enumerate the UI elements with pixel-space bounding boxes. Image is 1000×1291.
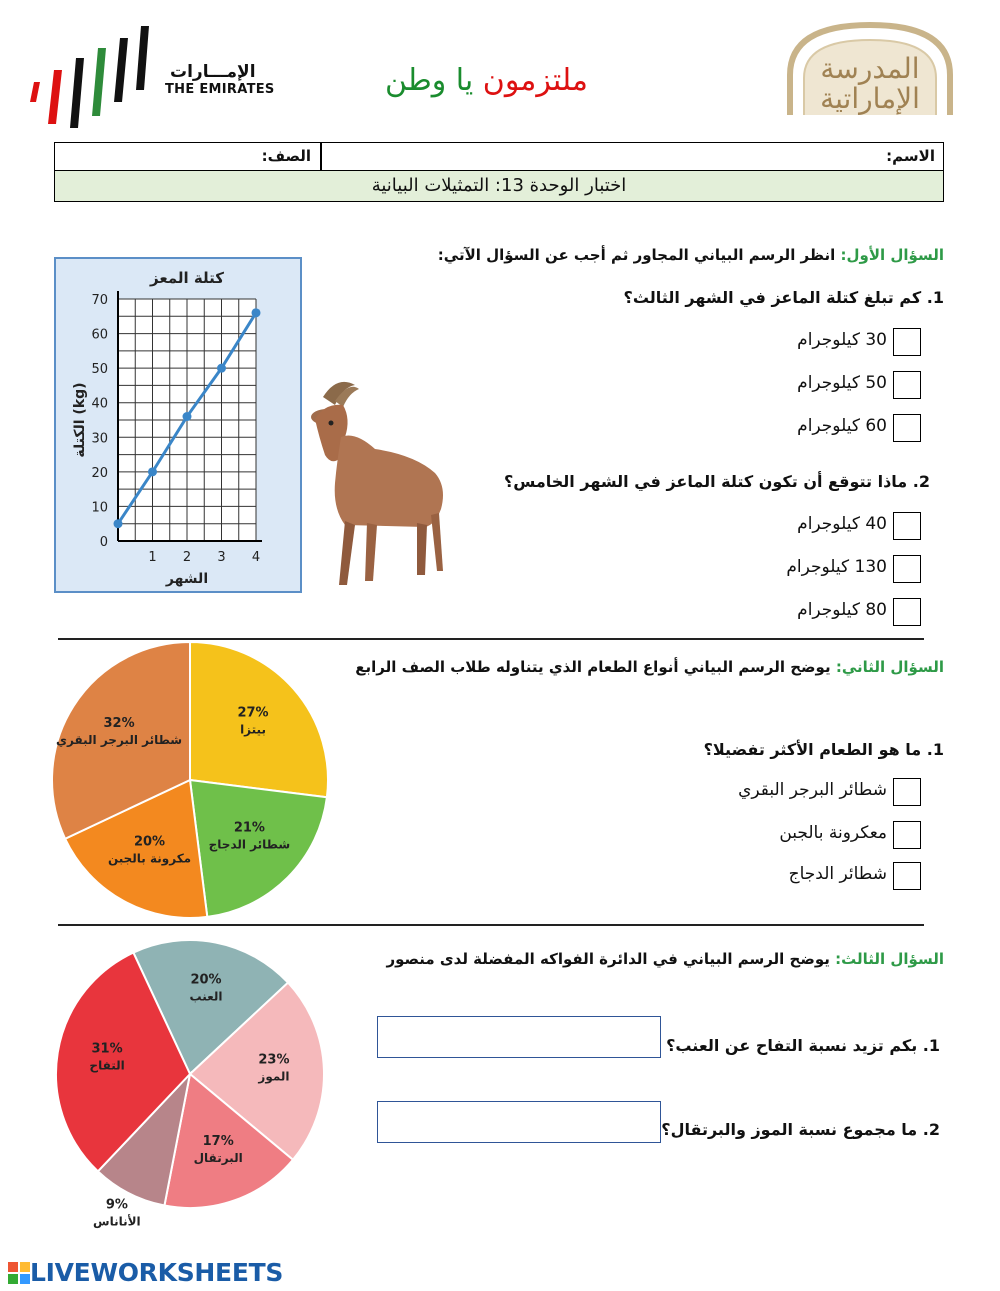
data-point: [114, 519, 123, 528]
q3-sub1-answer-input[interactable]: [377, 1016, 661, 1058]
x-tick-label: 1: [148, 550, 157, 565]
q1-sub1-option2: 50 كيلوجرام: [797, 373, 887, 393]
x-tick-label: 4: [251, 550, 261, 565]
section-divider: [58, 924, 924, 926]
q2-label: السؤال الثاني:: [835, 658, 944, 676]
data-point: [148, 467, 157, 476]
slice-percent-label: 31%: [91, 1041, 123, 1057]
chart-title: كتلة المعز: [150, 269, 224, 287]
data-point: [183, 412, 192, 421]
fruit-pie-chart: [48, 938, 332, 1248]
uae-logo-stripes: [26, 20, 156, 130]
goat-mass-line-chart: [56, 259, 300, 591]
slice-name-label: شطائر الدجاج: [208, 837, 291, 852]
q2-sub1-option2: معكرونة بالجبن: [779, 823, 887, 843]
q1-sub1-option2-checkbox[interactable]: [893, 371, 921, 399]
grade-label: الصف:: [261, 147, 311, 165]
data-point: [252, 308, 261, 317]
info-divider: [320, 143, 322, 171]
liveworksheets-icon: [8, 1262, 30, 1284]
q1-sub2-option2: 130 كيلوجرام: [786, 557, 887, 577]
q1-sub2-option1-checkbox[interactable]: [893, 512, 921, 540]
x-tick-label: 2: [182, 550, 192, 565]
y-tick-label: 20: [91, 465, 108, 481]
y-tick-label: 50: [91, 362, 108, 378]
q1-sub1-option1: 30 كيلوجرام: [797, 330, 887, 350]
slice-name-label: العنب: [189, 989, 223, 1004]
q3-sub1: 1. بكم تزيد نسبة التفاح عن العنب؟: [666, 1036, 940, 1055]
school-logo-line1: المدرسة: [820, 52, 920, 85]
name-label: الاسم:: [886, 147, 935, 165]
y-tick-label: 40: [91, 396, 108, 412]
q1-sub2: 2. ماذا تتوقع أن تكون كتلة الماعز في الشهر الخامس؟: [503, 472, 930, 491]
school-logo: [770, 20, 970, 120]
y-tick-label: 10: [91, 500, 108, 516]
q2-sub1-option1-checkbox[interactable]: [893, 778, 921, 806]
y-axis-label: الكتلة (kg): [72, 382, 88, 458]
motto-part1: ملتزمون: [482, 63, 588, 98]
q1-sub2-option1: 40 كيلوجرام: [797, 514, 887, 534]
slice-percent-label: 21%: [233, 820, 265, 836]
q1-sub2-option3-checkbox[interactable]: [893, 598, 921, 626]
liveworksheets-brand: LIVEWORKSHEETS: [30, 1258, 284, 1287]
q1-sub2-option3: 80 كيلوجرام: [797, 600, 887, 620]
slice-name-label: التفاح: [89, 1058, 125, 1073]
slice-name-label: البرتقال: [193, 1151, 243, 1166]
y-tick-label: 70: [91, 293, 108, 308]
slice-name-label: الأناناس: [93, 1214, 141, 1229]
y-tick-label: 60: [91, 327, 108, 343]
food-pie-chart: [48, 640, 332, 920]
slice-name-label: بيتزا: [240, 722, 266, 737]
slice-name-label: مكرونة بالجبن: [107, 851, 192, 866]
q3-sub2: 2. ما مجموع نسبة الموز والبرتقال؟: [661, 1120, 940, 1139]
test-title: اختبار الوحدة 13: التمثيلات البيانية: [55, 171, 943, 201]
goat-illustration: [285, 375, 455, 593]
q1-sub1-option3-checkbox[interactable]: [893, 414, 921, 442]
q1-sub1: 1. كم تبلغ كتلة الماعز في الشهر الثالث؟: [623, 288, 944, 307]
slice-percent-label: 27%: [237, 705, 269, 721]
q2-heading: [355, 658, 944, 676]
slice-percent-label: 9%: [105, 1197, 128, 1213]
slice-percent-label: 23%: [258, 1052, 290, 1068]
slice-percent-label: 20%: [190, 972, 222, 988]
q1-sub2-option2-checkbox[interactable]: [893, 555, 921, 583]
slice-percent-label: 32%: [103, 715, 135, 731]
q2-sub1-option3-checkbox[interactable]: [893, 862, 921, 890]
uae-name-english: THE EMIRATES: [165, 82, 275, 97]
q2-sub1-option1: شطائر البرجر البقري: [738, 780, 887, 800]
info-row: [55, 143, 943, 171]
liveworksheets-logo: [8, 1258, 283, 1287]
q3-sub2-answer-input[interactable]: [377, 1101, 661, 1143]
slice-name-label: الموز: [258, 1069, 290, 1084]
slice-name-label: شطائر البرجر البقري: [56, 732, 183, 747]
y-tick-label: 0: [99, 535, 108, 550]
y-tick-label: 30: [91, 431, 108, 447]
q3-label: السؤال الثالث:: [835, 950, 944, 968]
school-logo-line2: الإماراتية: [820, 82, 920, 115]
motto: [385, 63, 588, 98]
q2-sub1-option2-checkbox[interactable]: [893, 821, 921, 849]
q1-sub1-option3: 60 كيلوجرام: [797, 416, 887, 436]
motto-part2: يا وطن: [385, 63, 474, 98]
uae-name-arabic: الإمـــارات: [170, 62, 256, 82]
q2-prompt: يوضح الرسم البياني أنواع الطعام الذي يتناوله طلاب الصف الرابع: [355, 658, 831, 676]
q3-prompt: يوضح الرسم البياني في الدائرة الفواكه المفضلة لدى منصور: [386, 950, 830, 968]
q2-sub1: 1. ما هو الطعام الأكثر تفضيلا؟: [703, 740, 944, 759]
student-info-table: [54, 142, 944, 202]
q1-label: السؤال الأول:: [840, 246, 944, 264]
q1-sub1-option1-checkbox[interactable]: [893, 328, 921, 356]
q3-heading: [386, 950, 944, 968]
goat-mass-graph-frame: [54, 257, 302, 593]
q1-prompt: انظر الرسم البياني المجاور ثم أجب عن السؤال الآتي:: [437, 246, 836, 264]
data-point: [217, 364, 226, 373]
q1-heading: [438, 246, 944, 264]
slice-percent-label: 20%: [133, 834, 166, 850]
x-tick-label: 3: [217, 550, 226, 565]
q2-sub1-option3: شطائر الدجاج: [788, 864, 887, 884]
slice-percent-label: 17%: [202, 1134, 234, 1150]
x-axis-label: الشهر: [165, 571, 209, 587]
